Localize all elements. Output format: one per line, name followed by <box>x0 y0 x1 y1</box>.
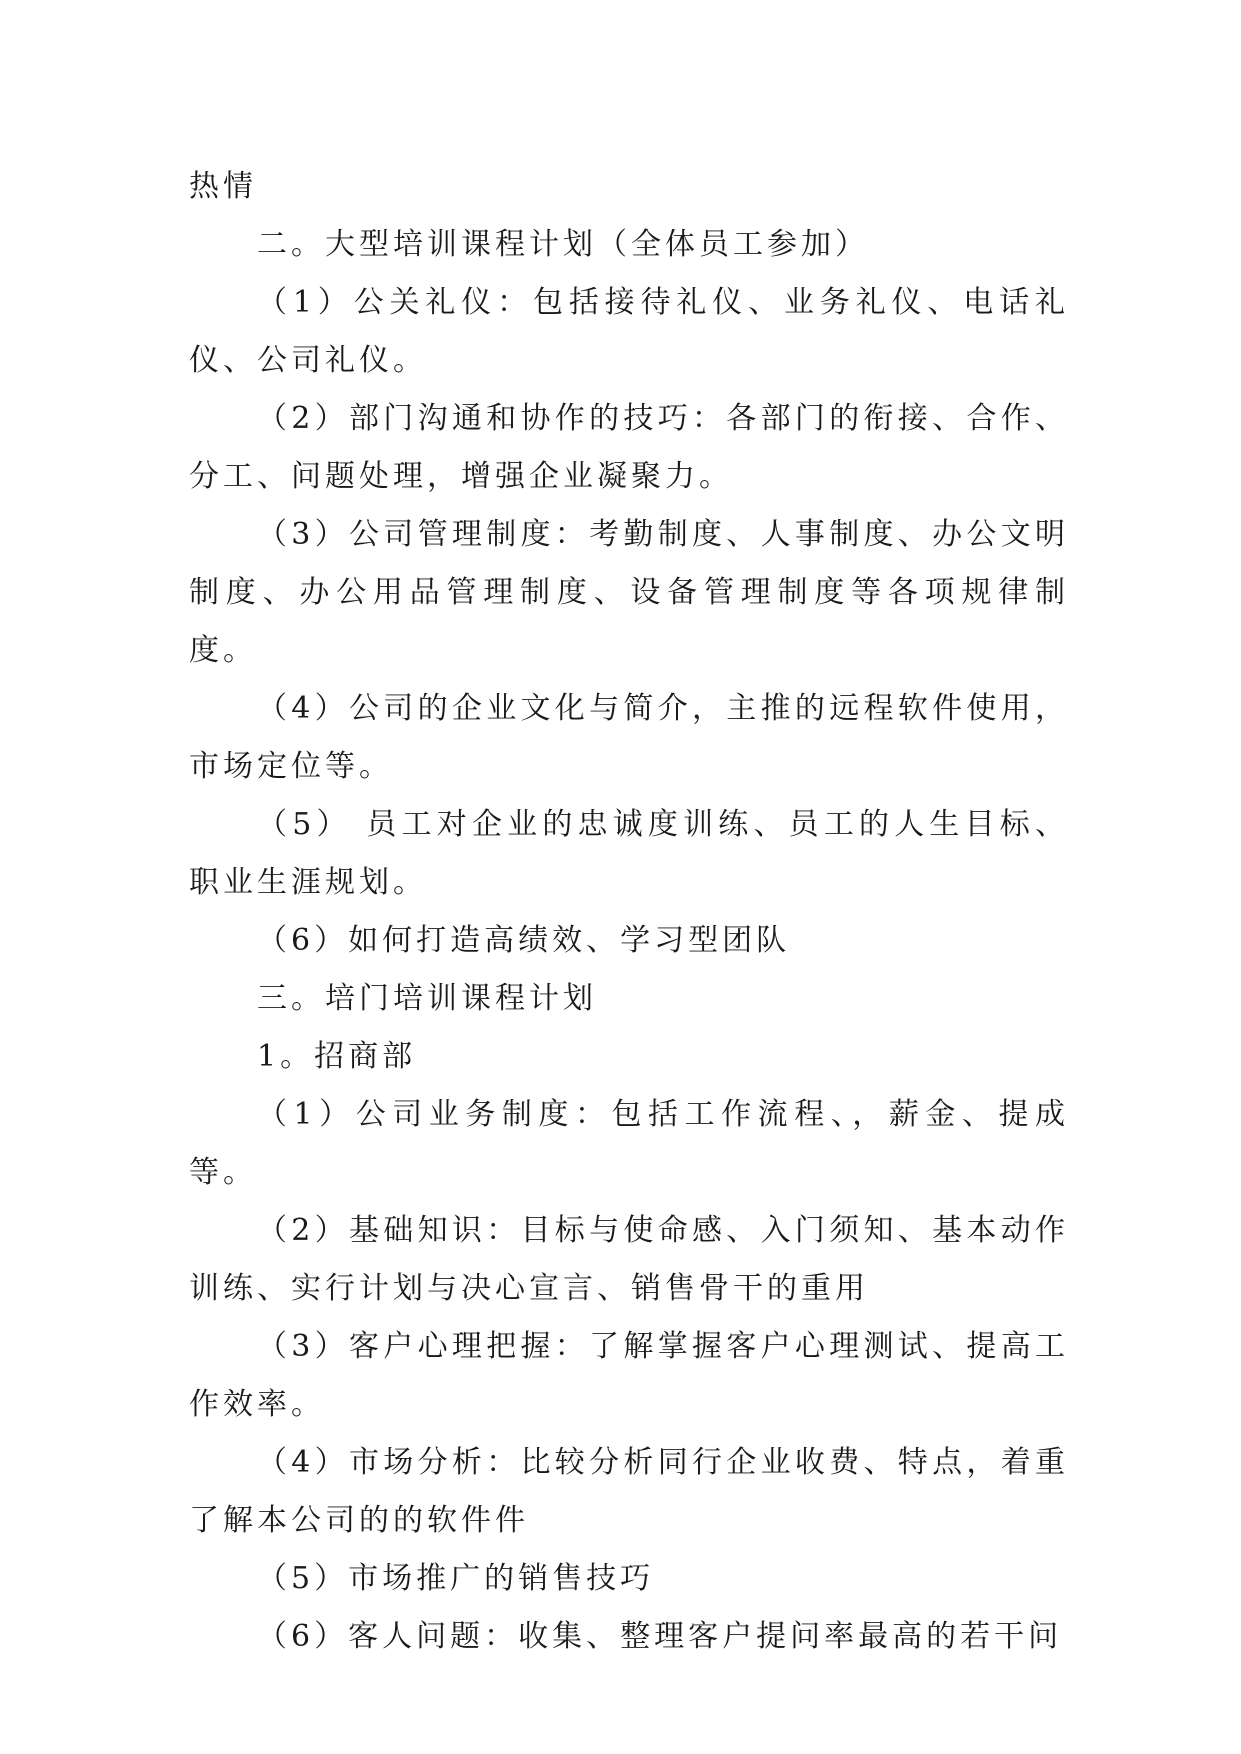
paragraph: （3）客户心理把握：了解掌握客户心理测试、提高工作效率。 <box>189 1329 1069 1422</box>
paragraph: （1）公关礼仪：包括接待礼仪、业务礼仪、电话礼仪、公司礼仪。 <box>189 285 1069 378</box>
paragraph: （1）公司业务制度：包括工作流程、，薪金、提成等。 <box>189 1097 1069 1190</box>
document-body <box>189 158 1069 1666</box>
paragraph: （6）客人问题：收集、整理客户提问率最高的若干问 <box>257 1619 1063 1654</box>
paragraph: （5） 员工对企业的忠诚度训练、员工的人生目标、职业生涯规划。 <box>189 807 1069 900</box>
paragraph: （4）公司的企业文化与简介，主推的远程软件使用，市场定位等。 <box>189 691 1069 784</box>
paragraph: （2）部门沟通和协作的技巧：各部门的衔接、合作、分工、问题处理，增强企业凝聚力。 <box>189 401 1069 494</box>
paragraph: （3）公司管理制度：考勤制度、人事制度、办公文明制度、办公用品管理制度、设备管理制度等各项规律制度。 <box>189 517 1069 668</box>
paragraph: （2）基础知识：目标与使命感、入门须知、基本动作训练、实行计划与决心宣言、销售骨干的重用 <box>189 1213 1069 1306</box>
paragraph: 热情 <box>189 169 257 204</box>
paragraph: （6）如何打造高绩效、学习型团队 <box>257 923 791 958</box>
subsection-heading: 1。招商部 <box>257 1039 417 1074</box>
paragraph: （5）市场推广的销售技巧 <box>257 1561 655 1596</box>
section-heading: 三。培门培训课程计划 <box>257 981 597 1016</box>
paragraph: （4）市场分析：比较分析同行企业收费、特点，着重了解本公司的的软件件 <box>189 1445 1069 1538</box>
section-heading: 二。大型培训课程计划（全体员工参加） <box>257 227 869 262</box>
